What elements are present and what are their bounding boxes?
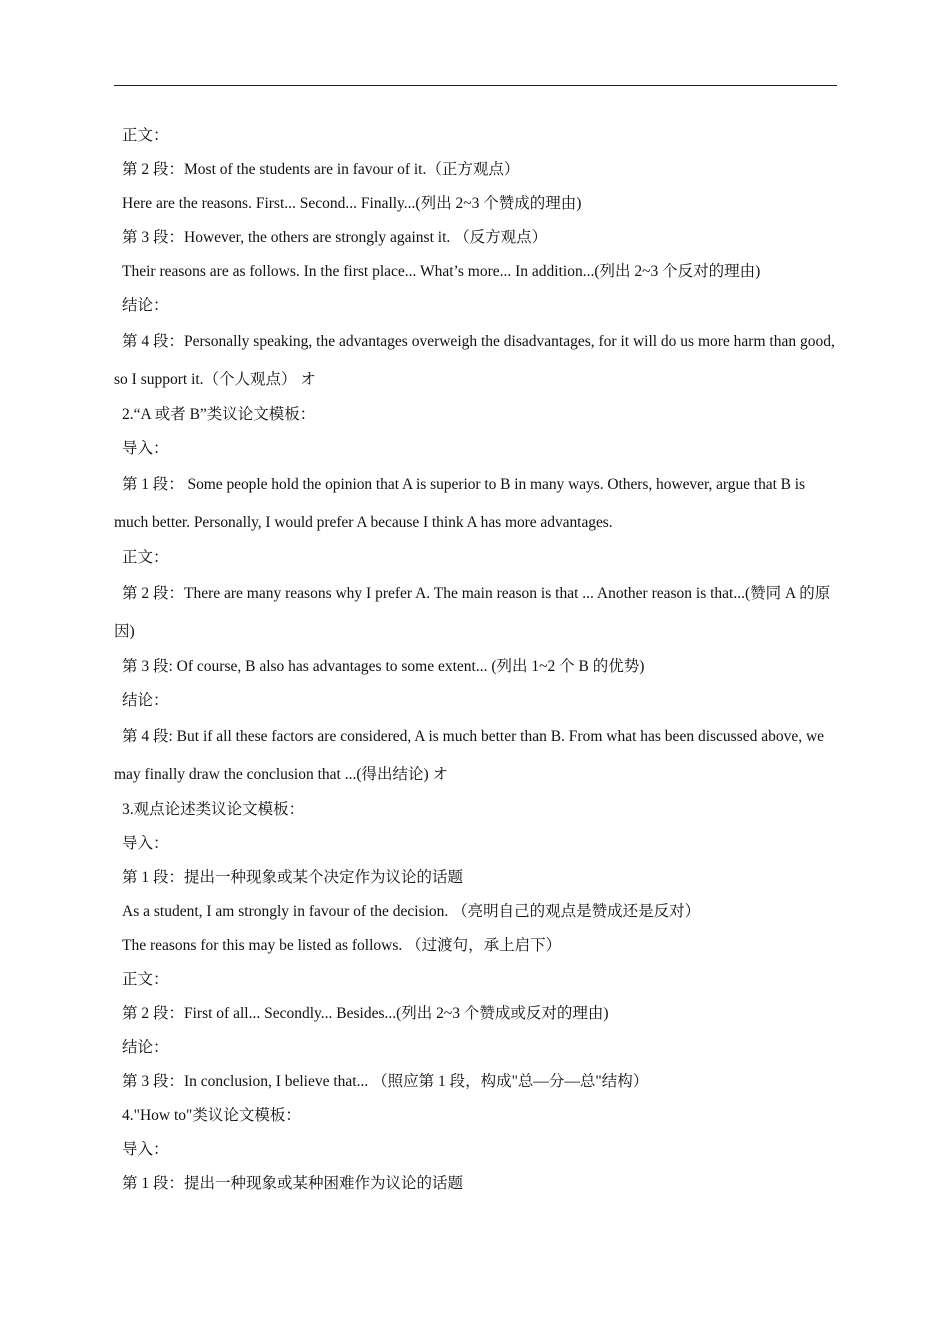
paragraph-line: 第 1 段：提出一种现象或某种困难作为议论的话题 [122, 1175, 464, 1192]
section-label-body: 正文： [122, 971, 169, 988]
document-body [114, 119, 838, 1201]
paragraph-line: As a student, I am strongly in favour of the decision. （亮明自己的观点是赞成还是反对） [122, 903, 701, 920]
section-label-intro: 导入： [122, 1141, 169, 1158]
paragraph-line: The reasons for this may be listed as follows. （过渡句，承上启下） [122, 937, 562, 954]
section-label-conclusion: 结论： [122, 1039, 169, 1056]
paragraph-wrapped: 第 4 段: But if all these factors are considered, A is much better than B. From what has been discussed above, we may finally draw the conclusion that ...(得出结论) オ [114, 728, 825, 783]
header-rule [114, 85, 837, 86]
paragraph-line: 第 2 段：First of all... Secondly... Besides...(列出 2~3 个赞成或反对的理由) [122, 1005, 609, 1022]
paragraph-line: 第 1 段：提出一种现象或某个决定作为议论的话题 [122, 869, 464, 886]
template-heading: 4."How to"类议论文模板： [122, 1107, 301, 1124]
paragraph-wrapped: 第 1 段： Some people hold the opinion that A is superior to B in many ways. Others, however, argue that B is much better. Personally, I would prefer A because I think A has more advantages. [114, 476, 806, 531]
template-heading: 2.“A 或者 B”类议论文模板： [122, 406, 316, 423]
paragraph-line: 第 2 段：Most of the students are in favour of it.（正方观点） [122, 161, 520, 178]
paragraph-wrapped: 第 2 段：There are many reasons why I prefer A. The main reason is that ... Another reason is that...(赞同 A 的原因) [114, 585, 831, 640]
section-label-intro: 导入： [122, 835, 169, 852]
paragraph-line: 第 3 段：In conclusion, I believe that... （照应第 1 段，构成"总—分—总"结构） [122, 1073, 649, 1090]
paragraph-line: 第 3 段：However, the others are strongly against it. （反方观点） [122, 229, 548, 246]
paragraph-wrapped: 第 4 段：Personally speaking, the advantages overweigh the disadvantages, for it will do us more harm than good, so I support it.（个人观点） オ [114, 333, 835, 388]
paragraph-line: Here are the reasons. First... Second... Finally...(列出 2~3 个赞成的理由) [122, 195, 582, 212]
section-label-body: 正文： [122, 127, 169, 144]
section-label-body: 正文： [122, 549, 169, 566]
template-heading: 3.观点论述类议论文模板： [122, 801, 305, 818]
section-label-conclusion: 结论： [122, 297, 169, 314]
section-label-intro: 导入： [122, 440, 169, 457]
paragraph-line: 第 3 段: Of course, B also has advantages to some extent... (列出 1~2 个 B 的优势) [122, 658, 645, 675]
paragraph-line: Their reasons are as follows. In the first place... What’s more... In addition...(列出 2~3 个反对的理由) [122, 263, 761, 280]
section-label-conclusion: 结论： [122, 692, 169, 709]
